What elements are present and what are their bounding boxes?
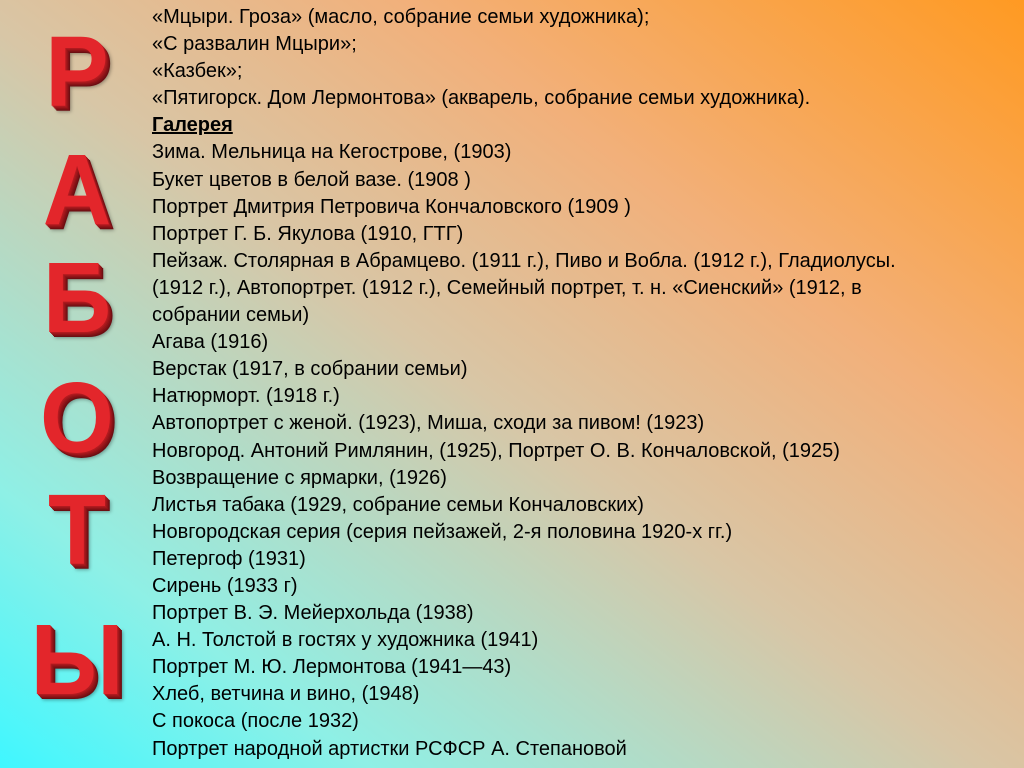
list-item: Пейзаж. Столярная в Абрамцево. (1911 г.), Пиво и Вобла. (1912 г.), Гладиолусы. <box>152 249 896 272</box>
list-item: «С развалин Мцыри»; <box>152 33 357 56</box>
list-item: Сирень (1933 г) <box>152 574 298 597</box>
list-item: собрании семьи) <box>152 304 310 327</box>
works-list <box>152 4 1012 763</box>
title-letter-r: Р <box>45 16 109 128</box>
list-item: Портрет Дмитрия Петровича Кончаловского (1909 ) <box>152 195 631 218</box>
title-letter-y: Ы <box>30 604 124 716</box>
list-item: Хлеб, ветчина и вино, (1948) <box>152 683 420 706</box>
list-item: «Пятигорск. Дом Лермонтова» (акварель, собрание семьи художника). <box>152 87 811 110</box>
title-letter-t: Т <box>47 474 107 586</box>
title-letter-b: Б <box>42 242 112 354</box>
list-item: Портрет В. Э. Мейерхольда (1938) <box>152 602 474 625</box>
list-item: Зима. Мельница на Кегострове, (1903) <box>152 141 512 164</box>
list-item: Возвращение с ярмарки, (1926) <box>152 466 447 489</box>
list-item: Новгород. Антоний Римлянин, (1925), Портрет О. В. Кончаловской, (1925) <box>152 439 840 462</box>
list-item: Портрет Г. Б. Якулова (1910, ГТГ) <box>152 222 464 245</box>
list-item: С покоса (после 1932) <box>152 710 359 733</box>
list-item: Агава (1916) <box>152 331 269 354</box>
list-item: Верстак (1917, в собрании семьи) <box>152 358 468 381</box>
list-item: Листья табака (1929, собрание семьи Кончаловских) <box>152 493 644 516</box>
list-item: Портрет народной артистки РСФСР А. Степановой <box>152 737 627 760</box>
list-item: А. Н. Толстой в гостях у художника (1941) <box>152 629 539 652</box>
title-letter-a: А <box>42 134 112 246</box>
list-item: «Мцыри. Гроза» (масло, собрание семьи художника); <box>152 6 650 28</box>
list-item: Портрет М. Ю. Лермонтова (1941—43) <box>152 656 512 679</box>
title-letter-o: О <box>40 362 114 474</box>
gallery-heading: Галерея <box>152 114 233 137</box>
vertical-title-raboty <box>0 0 150 768</box>
list-item: «Казбек»; <box>152 60 243 83</box>
list-item: Автопортрет с женой. (1923), Миша, сходи за пивом! (1923) <box>152 412 705 435</box>
list-item: Петергоф (1931) <box>152 547 306 570</box>
list-item: Новгородская серия (серия пейзажей, 2-я половина 1920-х гг.) <box>152 520 733 543</box>
list-item: (1912 г.), Автопортрет. (1912 г.), Семейный портрет, т. н. «Сиенский» (1912, в <box>152 276 862 299</box>
list-item: Натюрморт. (1918 г.) <box>152 385 340 408</box>
list-item: Букет цветов в белой вазе. (1908 ) <box>152 168 471 191</box>
